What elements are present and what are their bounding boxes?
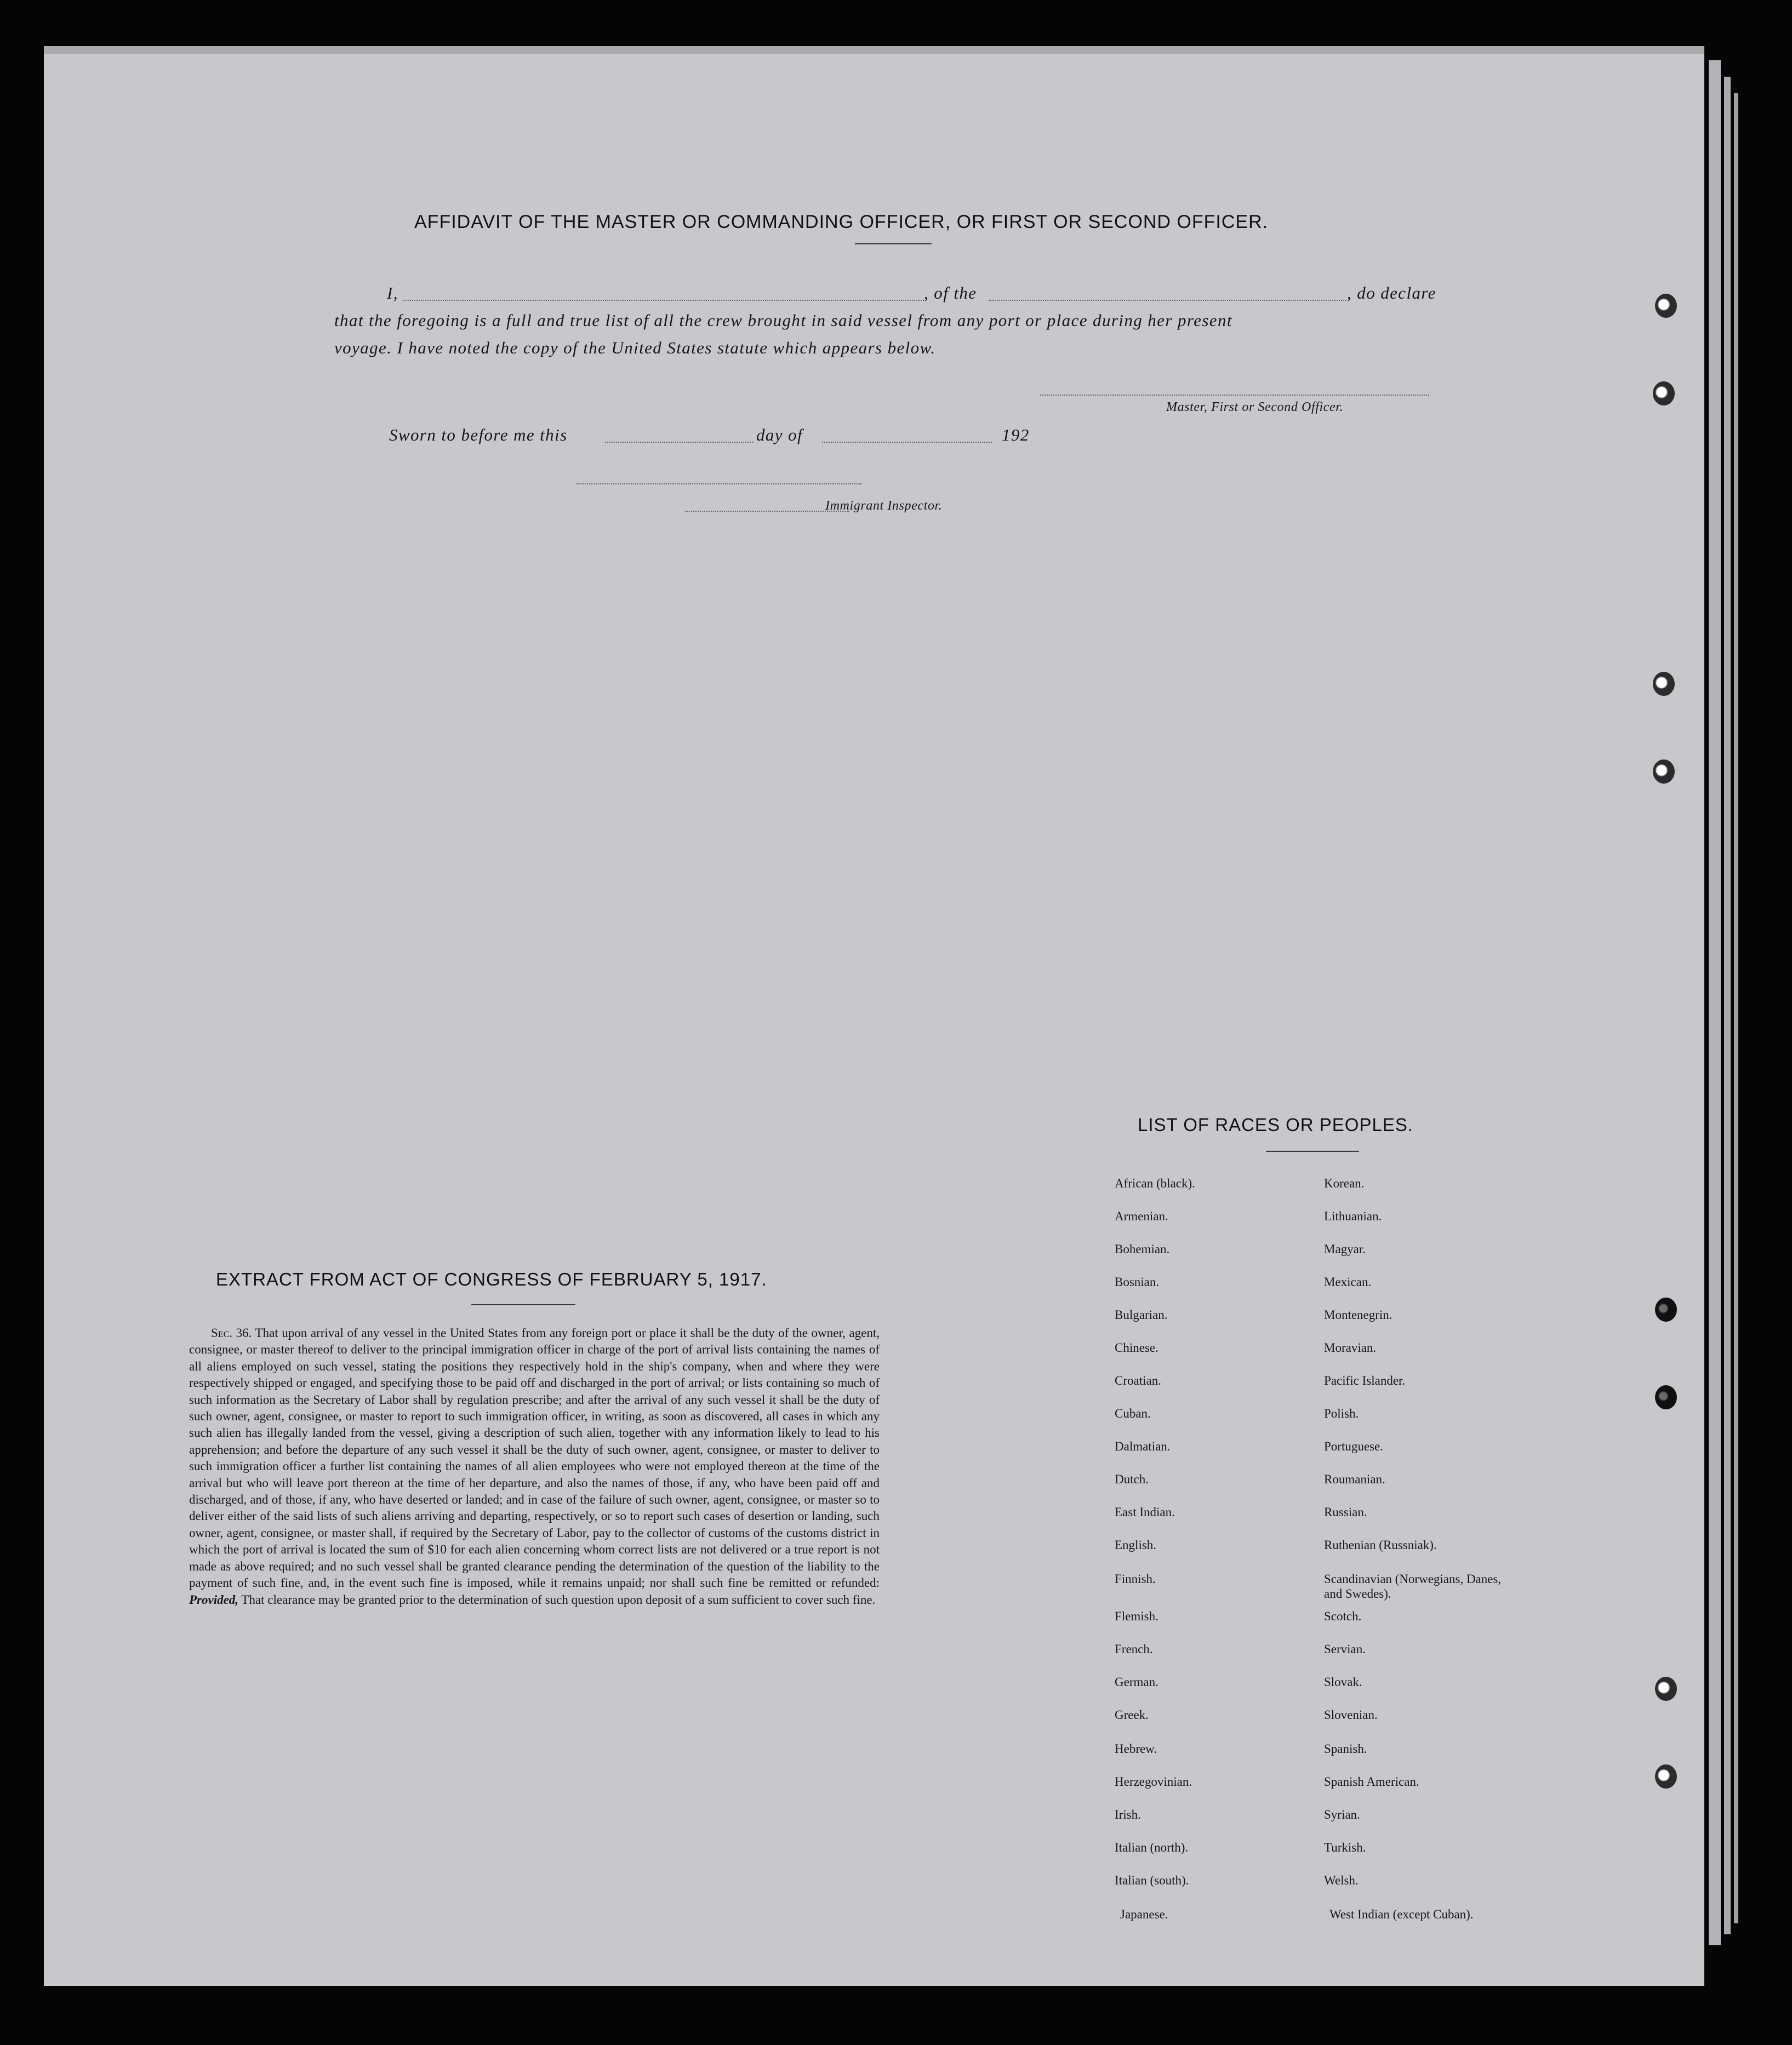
race-item: Welsh.: [1324, 1873, 1359, 1887]
sworn-month-blank: [822, 442, 992, 443]
master-signature-blank: [1040, 395, 1429, 396]
page-edge: [1709, 60, 1721, 1945]
section-label: Sec. 36.: [211, 1326, 252, 1340]
race-item: Magyar.: [1324, 1242, 1366, 1256]
race-item: Bohemian.: [1115, 1242, 1170, 1256]
statute-heading-underline: [471, 1304, 575, 1305]
declaration-do-declare: , do declare: [1347, 283, 1436, 302]
race-item: Spanish.: [1324, 1742, 1367, 1756]
binder-hole: [1655, 1385, 1677, 1409]
declaration-of-the: , of the: [924, 283, 977, 302]
race-item: Chinese.: [1115, 1341, 1158, 1355]
race-item: Lithuanian.: [1324, 1209, 1382, 1223]
year-prefix: 192: [1002, 425, 1030, 444]
race-item: Servian.: [1324, 1642, 1366, 1656]
race-item: Flemish.: [1115, 1609, 1158, 1623]
race-item: Hebrew.: [1115, 1742, 1157, 1756]
vessel-name-blank: [989, 300, 1346, 301]
race-item: Portuguese.: [1324, 1440, 1383, 1453]
form-sheet: [44, 46, 1704, 1986]
race-item: Spanish American.: [1324, 1775, 1419, 1789]
race-item: Mexican.: [1324, 1275, 1372, 1289]
race-item: Slovak.: [1324, 1675, 1362, 1689]
statute-main-text: That upon arrival of any vessel in the United States from any foreign port or place it shall be the duty of the owner, agent, consignee, or master thereof to deliver to the principal immigration officer in charge of the port of arrival lists containing the names of all aliens employed on such vessel, stating the positions they respectively hold in the ship's company, when and where they were respectively shipped or engaged, and specifying those to be paid off and discharged in the port of arrival; or lists containing so much of such information as the Secretary of Labor shall by regulation prescribe; and after the arrival of any such vessel it shall be the duty of such owner, agent, consignee, or master to report to such immigration officer, in writing, as soon as discovered, all cases in which any such alien has illegally landed from the vessel, giving a description of such alien, together with any information likely to lead to his apprehension; and before the departure of any such vessel it shall be the duty of such owner, agent, consignee, or master to deliver to such immigration officer a further list containing the names of all alien employees who were not employed thereon at the time of the arrival but who will leave port thereon at the time of her departure, and also the names of those, if any, who have been paid off and discharged, and of those, if any, who have deserted or landed; and in case of the failure of such owner, agent, consignee, or master so to deliver either of the said lists of such aliens arriving and departing, respectively, or so to report such cases of desertion or landing, such owner, agent, consignee, or master shall, if required by the Secretary of Labor, pay to the collector of customs of the customs district in which the port of arrival is located the sum of $10 for each alien concerning whom correct lists are not delivered or a true report is not made as above required; and no such vessel shall be granted clearance pending the determination of the question of the liability to the payment of such fine, and, in the event such fine is imposed, while it remains unpaid; nor shall such fine be remitted or refunded:: [189, 1326, 880, 1590]
race-item: West Indian (except Cuban).: [1329, 1907, 1474, 1921]
heading-underline: [855, 243, 932, 244]
page-edge: [1734, 93, 1738, 1923]
provided-word: Provided,: [189, 1592, 239, 1607]
races-heading: LIST OF RACES OR PEOPLES.: [1138, 1115, 1414, 1135]
race-item: Italian (north).: [1115, 1841, 1189, 1854]
race-item: Pacific Islander.: [1324, 1374, 1406, 1387]
sheet-top-edge: [44, 46, 1704, 54]
race-item: Dutch.: [1115, 1472, 1149, 1486]
race-item: Bosnian.: [1115, 1275, 1160, 1289]
inspector-signature-blank: [577, 483, 861, 484]
race-item: Ruthenian (Russniak).: [1324, 1538, 1437, 1552]
binder-hole: [1655, 1298, 1677, 1322]
statute-proviso-text: That clearance may be granted prior to the determination of such question upon deposit of a sum sufficient to cover such fine.: [241, 1592, 876, 1607]
race-item: Turkish.: [1324, 1841, 1366, 1854]
page-edge: [1724, 77, 1731, 1934]
race-item: Cuban.: [1115, 1407, 1151, 1420]
race-item: German.: [1115, 1675, 1158, 1689]
race-item: Bulgarian.: [1115, 1308, 1168, 1322]
race-item: Armenian.: [1115, 1209, 1168, 1223]
binder-hole: [1653, 381, 1675, 405]
race-item: Herzegovinian.: [1115, 1775, 1192, 1789]
statute-heading: EXTRACT FROM ACT OF CONGRESS OF FEBRUARY 5, 1917.: [216, 1269, 767, 1289]
race-item: Dalmatian.: [1115, 1440, 1171, 1453]
inspector-label: Immigrant Inspector.: [825, 499, 943, 513]
sworn-text: Sworn to before me this: [389, 425, 568, 444]
race-item: Irish.: [1115, 1808, 1141, 1821]
binder-hole: [1655, 294, 1677, 318]
race-item: East Indian.: [1115, 1505, 1175, 1519]
race-item: Montenegrin.: [1324, 1308, 1392, 1322]
inspector-name-blank: [685, 511, 849, 512]
race-item: Syrian.: [1324, 1808, 1360, 1821]
race-item: Moravian.: [1324, 1341, 1377, 1355]
race-item: Korean.: [1324, 1176, 1365, 1190]
declaration-line-3: voyage. I have noted the copy of the United States statute which appears below.: [334, 338, 936, 357]
race-item: Polish.: [1324, 1407, 1359, 1420]
sworn-day-blank: [605, 442, 753, 443]
binder-hole: [1653, 759, 1675, 784]
race-item: Italian (south).: [1115, 1873, 1189, 1887]
race-item: Russian.: [1324, 1505, 1367, 1519]
statute-body: [189, 1325, 880, 1608]
binder-hole: [1655, 1764, 1677, 1789]
declaration-line-2: that the foregoing is a full and true list of all the crew brought in said vessel from any port or place during her present: [334, 311, 1232, 330]
declaration-start: I,: [387, 283, 398, 302]
races-heading-underline: [1266, 1151, 1359, 1152]
binder-hole: [1653, 672, 1675, 696]
race-item: French.: [1115, 1642, 1153, 1656]
race-item: Greek.: [1115, 1708, 1149, 1722]
day-of-text: day of: [756, 425, 803, 444]
race-item: Slovenian.: [1324, 1708, 1378, 1722]
race-item: Roumanian.: [1324, 1472, 1385, 1486]
race-item: African (black).: [1115, 1176, 1195, 1190]
race-item: Finnish.: [1115, 1572, 1156, 1586]
race-item: Scandinavian (Norwegians, Danes, and Swedes).: [1324, 1572, 1502, 1601]
binder-hole: [1655, 1677, 1677, 1701]
master-name-blank: [403, 300, 924, 301]
race-item: Croatian.: [1115, 1374, 1161, 1387]
master-signature-label: Master, First or Second Officer.: [1166, 400, 1344, 414]
race-item: Japanese.: [1120, 1907, 1168, 1921]
race-item: Scotch.: [1324, 1609, 1362, 1623]
race-item: English.: [1115, 1538, 1157, 1552]
affidavit-heading: AFFIDAVIT OF THE MASTER OR COMMANDING OFFICER, OR FIRST OR SECOND OFFICER.: [414, 212, 1269, 232]
